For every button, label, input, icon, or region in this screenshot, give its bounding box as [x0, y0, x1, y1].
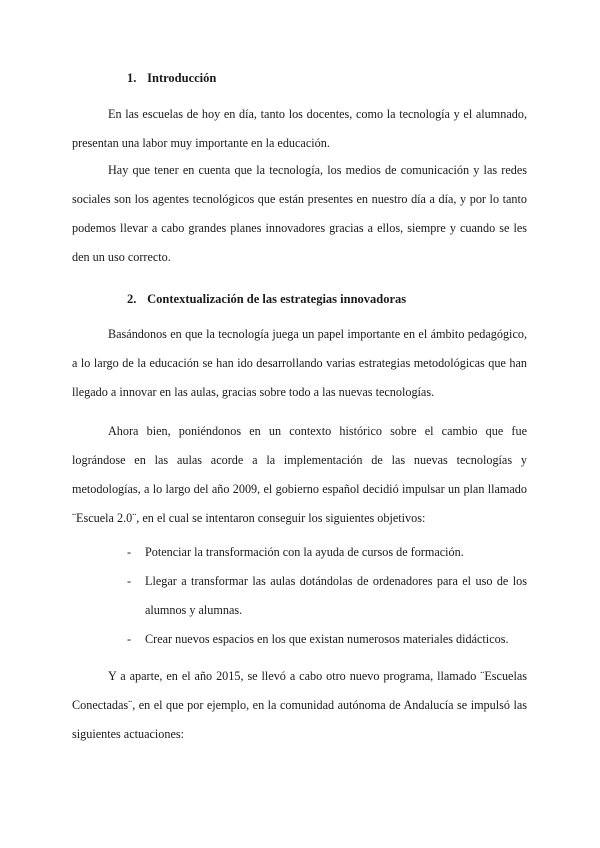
paragraph: Hay que tener en cuenta que la tecnología, los medios de comunicación y las redes sociales son los agentes tecnológicos que están presentes en nuestro día a día, y por lo tanto podemos llevar a cabo grandes planes innovadores gracias a ellos, siempre y cuando se les den un uso correcto.: [72, 163, 527, 264]
section-number: 2.: [127, 292, 137, 306]
list-item: [72, 567, 527, 625]
bullet-marker: -: [127, 574, 132, 588]
objectives-list: [72, 538, 527, 654]
list-item: [72, 625, 527, 654]
list-item-text: Crear nuevos espacios en los que existan numerosos materiales didácticos.: [145, 632, 509, 646]
section-title: Introducción: [147, 71, 217, 85]
paragraph: Basándonos en que la tecnología juega un papel importante en el ámbito pedagógico, a lo largo de la educación se han ido desarrollando varias estrategias metodológicas que han llegado a innovar en las aulas, gracias sobre todo a las nuevas tecnologías.: [72, 327, 527, 399]
section-heading-introduccion: [127, 71, 216, 86]
bullet-marker: -: [127, 632, 132, 646]
list-item-text: Potenciar la transformación con la ayuda de cursos de formación.: [145, 545, 464, 559]
paragraph: En las escuelas de hoy en día, tanto los docentes, como la tecnología y el alumnado, presentan una labor muy importante en la educación.: [72, 107, 527, 150]
paragraph: Y a aparte, en el año 2015, se llevó a cabo otro nuevo programa, llamado ¨Escuelas Conectadas¨, en el que por ejemplo, en la comunidad autónoma de Andalucía se impulsó las siguientes actuaciones:: [72, 669, 527, 741]
section-title: Contextualización de las estrategias innovadoras: [147, 292, 407, 306]
section-number: 1.: [127, 71, 137, 85]
list-item: [72, 538, 527, 567]
paragraph: Ahora bien, poniéndonos en un contexto histórico sobre el cambio que fue lográndose en las aulas acorde a la implementación de las nuevas tecnologías y metodologías, a lo largo del año 2009, el gobierno español decidió impulsar un plan llamado ¨Escuela 2.0¨, en el cual se intentaron conseguir los siguientes objetivos:: [72, 424, 527, 525]
bullet-marker: -: [127, 545, 132, 559]
section-heading-contextualizacion: [127, 292, 406, 307]
list-item-text: Llegar a transformar las aulas dotándolas de ordenadores para el uso de los alumnos y alumnas.: [145, 574, 527, 617]
